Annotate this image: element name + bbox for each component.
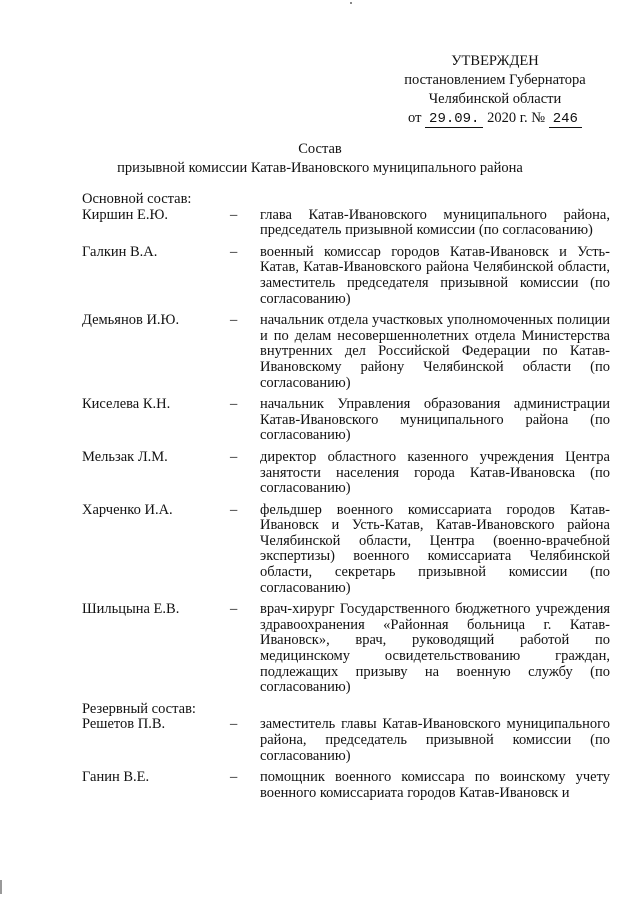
member-row: [82, 503, 610, 597]
commission-list: [82, 192, 610, 807]
member-row: [82, 313, 610, 391]
date-value: 29.09.: [425, 111, 483, 128]
member-dash: –: [230, 206, 238, 223]
member-role: фельдшер военного комиссариата городов Катав-Ивановск и Усть-Катав, Катав-Ивановского района Челябинской области, Центра (военно-врачебной экспертизы) военного комиссариата Челябинской области, секретарь призывной комиссии (по согласованию): [260, 501, 610, 596]
approval-region: Челябинской области: [428, 91, 562, 107]
main-members: [82, 208, 610, 696]
member-dash: –: [230, 601, 238, 618]
member-dash: –: [230, 243, 238, 260]
member-row: [82, 770, 610, 801]
member-dash: –: [230, 769, 238, 786]
member-row: [82, 450, 610, 497]
member-name: Шильцына Е.В.: [82, 601, 180, 618]
member-role: директор областного казенного учреждения Центра занятости населения города Катав-Ивановска (по согласованию): [260, 448, 610, 497]
title-line-1: Состав: [298, 141, 342, 157]
date-prefix: от: [408, 110, 422, 126]
member-row: [82, 397, 610, 444]
member-row: [82, 602, 610, 696]
date-year: 2020 г. №: [487, 110, 546, 126]
reserve-members: [82, 717, 610, 801]
member-dash: –: [230, 716, 238, 733]
member-role: врач-хирург Государственного бюджетного учреждения здравоохранения «Районная больница г. Катав-Ивановск», врач, руководящий работой по медицинскому освидетельствованию граждан, подлежащих призыву на военную службу (по согласованию): [260, 601, 610, 696]
member-row: [82, 717, 610, 764]
reserve-section-heading: Резервный состав:: [82, 700, 196, 717]
member-role: глава Катав-Ивановского муниципального района, председатель призывной комиссии (по согласованию): [260, 206, 610, 239]
member-dash: –: [230, 312, 238, 329]
member-dash: –: [230, 448, 238, 465]
member-name: Харченко И.А.: [82, 501, 173, 518]
member-name: Галкин В.А.: [82, 243, 158, 260]
member-role: помощник военного комиссара по воинскому учету военного комиссариата городов Катав-Ивановск и: [260, 769, 610, 801]
document-title: [0, 140, 640, 178]
member-role: военный комиссар городов Катав-Ивановск и Усть-Катав, Катав-Ивановского района Челябинской области, заместитель председателя призывной комиссии (по согласованию): [260, 243, 610, 307]
member-row: [82, 245, 610, 307]
member-name: Решетов П.В.: [82, 716, 166, 733]
member-dash: –: [230, 396, 238, 413]
member-role: начальник отдела участковых уполномоченных полиции и по делам несовершеннолетних отдела Министерства внутренних дел Российской Федерации по Катав-Ивановскому району Челябинской области (по согласованию): [260, 312, 610, 391]
decree-number: 246: [549, 111, 582, 128]
approval-date-line: [380, 109, 610, 129]
approval-heading: УТВЕРЖДЕН: [451, 53, 539, 69]
title-line-2: призывной комиссии Катав-Ивановского муниципального района: [117, 160, 523, 176]
member-name: Киселева К.Н.: [82, 396, 171, 413]
member-role: заместитель главы Катав-Ивановского муниципального района, председатель призывной комиссии (по согласованию): [260, 716, 610, 764]
member-name: Киршин Е.Ю.: [82, 206, 169, 223]
main-section-heading: Основной состав:: [82, 191, 192, 207]
approval-block: [380, 52, 610, 129]
member-role: начальник Управления образования администрации Катав-Ивановского муниципального района (по согласованию): [260, 396, 610, 444]
scan-speck: [350, 2, 352, 4]
member-name: Ганин В.Е.: [82, 769, 150, 786]
member-name: Демьянов И.Ю.: [82, 312, 180, 329]
member-row: [82, 208, 610, 239]
approval-decree: постановлением Губернатора: [404, 72, 586, 88]
member-dash: –: [230, 501, 238, 518]
scan-edge-mark: [0, 880, 2, 894]
member-name: Мельзак Л.М.: [82, 448, 168, 465]
